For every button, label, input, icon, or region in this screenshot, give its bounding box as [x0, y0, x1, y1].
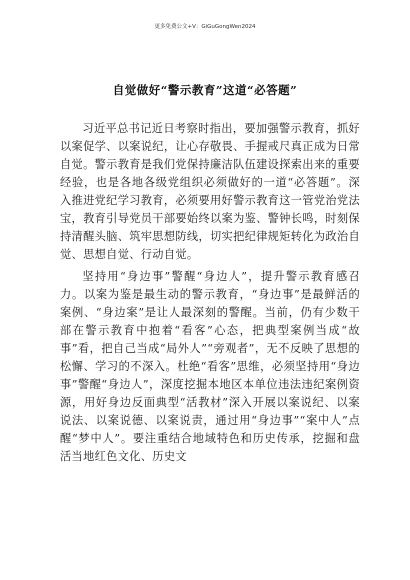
paragraph: 坚持用“身边事”警醒“身边人”，提升警示教育感召力。以案为鉴是最生动的警示教育，“身边事”是最鲜活的案例、“身边案”是让人最深刻的警醒。当前，仍有少数干部在警示教育中抱着“看客”心态，把典型案例当成“故事”看，把自己当成“局外人”“旁观者”，无不反映了思想的松懈、学习的不深入。杜绝“看客”思维，必须坚持用“身边事”警醒“身边人”，深度挖掘本地区本单位违法违纪案例资源，用好身边反面典型“活教材”深入开展以案说纪、以案说法、以案说德、以案说责，通过用“身边事”“案中人”点醒“梦中人”。要注重结合地域特色和历史传承，挖掘和盘活当地红色文化、历史文: [60, 270, 360, 463]
document-body: [60, 120, 360, 466]
paragraph: 习近平总书记近日考察时指出，要加强警示教育，抓好以案促学、以案说纪，让心存敬畏、手握戒尺真正成为日常自觉。警示教育是我们党保持廉洁队伍建设探索出来的重要经验，也是各地各级党组织必须做好的一道“必答题”。深入推进党纪学习教育，必须要用好警示教育这一管党治党法宝，教育引导党员干部要始终以案为鉴、警钟长鸣，时刻保持清醒头脑、筑牢思想防线，切实把纪律规矩转化为政治自觉、思想自觉、行动自觉。: [60, 122, 360, 261]
document-title: 自觉做好“警示教育”这道“必答题”: [112, 83, 298, 97]
header-note: 更多免费公文+V：GiGuGongWen2024: [154, 24, 256, 30]
